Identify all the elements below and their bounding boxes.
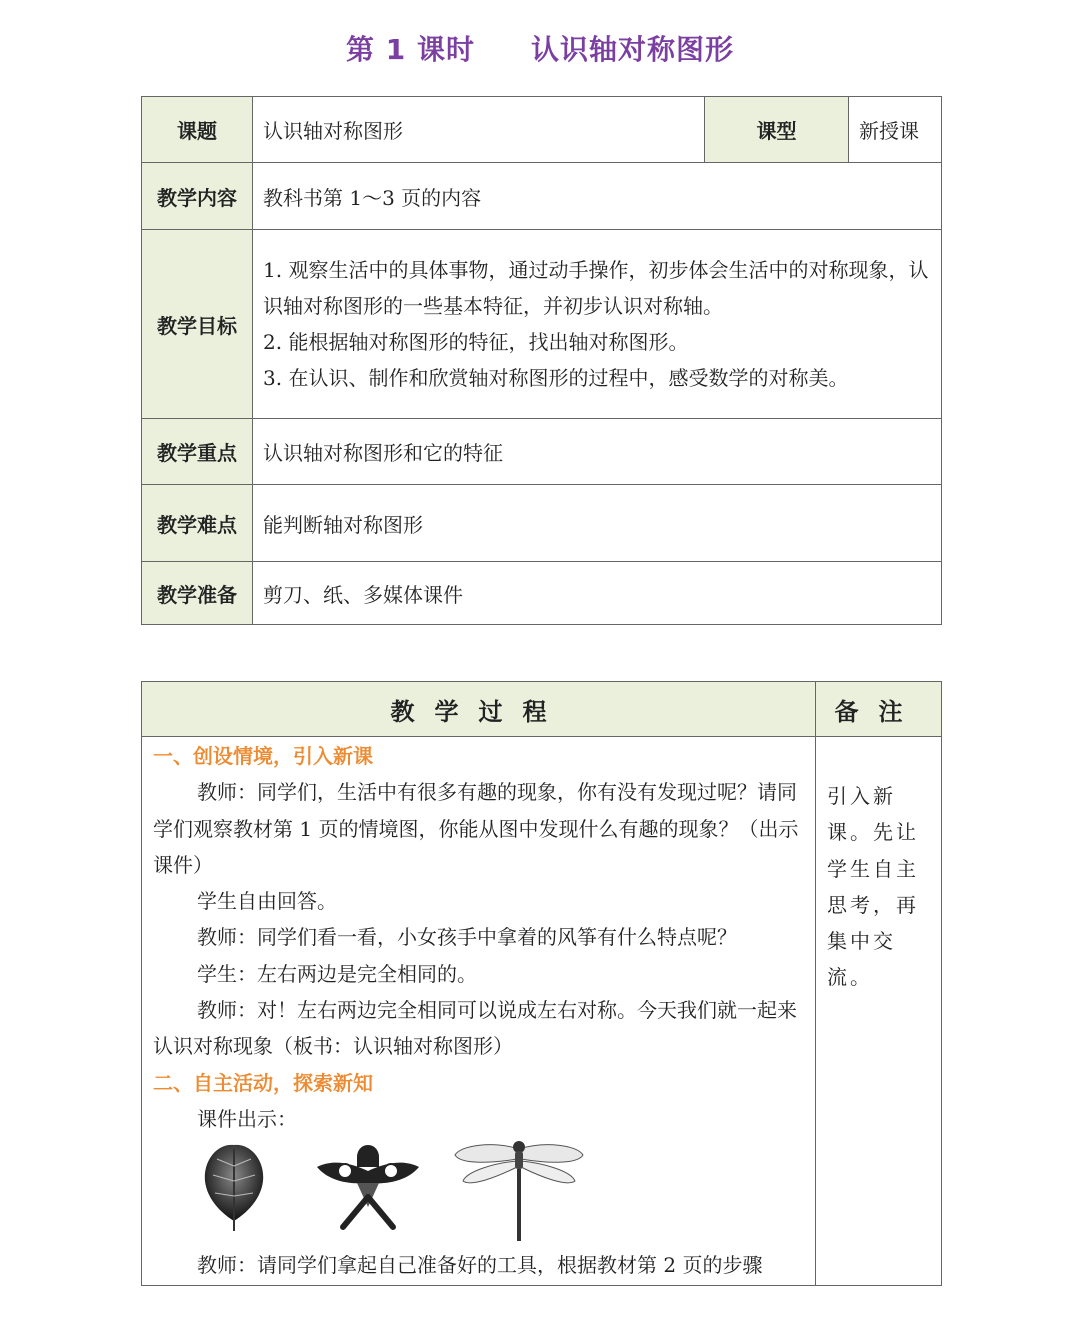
difficulty-value: 能判断轴对称图形 [253, 485, 942, 562]
goals-row [142, 230, 942, 419]
goal-item: 1. 观察生活中的具体事物，通过动手操作，初步体会生活中的对称现象，认识轴对称图形的一些基本特征，并初步认识对称轴。 [263, 258, 929, 318]
topic-row [142, 97, 942, 163]
section-title: 一、创设情境，引入新课 [153, 744, 373, 768]
key-value: 认识轴对称图形和它的特征 [253, 419, 942, 485]
section-title: 二、自主活动，探索新知 [153, 1070, 373, 1095]
paragraph: 教师：请同学们拿起自己准备好的工具，根据教材第 2 页的步骤 [197, 1253, 763, 1278]
type-label: 课型 [705, 97, 849, 163]
goals-label: 教学目标 [142, 230, 253, 419]
goal-item: 2. 能根据轴对称图形的特征，找出轴对称图形。 [263, 330, 689, 354]
key-row [142, 419, 942, 485]
goals-list [253, 230, 942, 419]
teaching-process-table [141, 681, 942, 1286]
notes-header: 备注 [816, 682, 942, 737]
lesson-info-table [141, 96, 942, 625]
difficulty-row [142, 485, 942, 562]
kite-image [313, 1137, 423, 1233]
paragraph: 学生：左右两边是完全相同的。 [197, 961, 477, 986]
prep-label: 教学准备 [142, 562, 253, 625]
lesson-topic: 认识轴对称图形 [530, 33, 734, 66]
process-header: 教学过程 [142, 682, 816, 737]
notes-text: 引入新课。先让学生自主思考，再集中交流。 [827, 784, 919, 990]
leaf-image [201, 1141, 267, 1233]
goal-item: 3. 在认识、制作和欣赏轴对称图形的过程中，感受数学的对称美。 [263, 366, 849, 390]
content-row [142, 163, 942, 230]
paragraph: 教师：对！左右两边完全相同可以说成左右对称。今天我们就一起来认识对称现象（板书：认识轴对称图形） [153, 998, 797, 1059]
topic-label: 课题 [142, 97, 253, 163]
difficulty-label: 教学难点 [142, 485, 253, 562]
paragraph: 课件出示： [197, 1106, 297, 1131]
notes-content [816, 737, 942, 1286]
paragraph: 教师：同学们，生活中有很多有趣的现象，你有没有发现过呢？请同学们观察教材第 1 页的情境图，你能从图中发现什么有趣的现象？（出示课件） [153, 780, 799, 877]
topic-value: 认识轴对称图形 [253, 97, 705, 163]
content-value: 教科书第 1～3 页的内容 [253, 163, 942, 230]
content-label: 教学内容 [142, 163, 253, 230]
dragonfly-image [453, 1137, 585, 1245]
prep-value: 剪刀、纸、多媒体课件 [253, 562, 942, 625]
type-value: 新授课 [849, 97, 942, 163]
prep-row [142, 562, 942, 625]
courseware-images [153, 1137, 804, 1247]
paragraph: 学生自由回答。 [197, 889, 337, 914]
key-label: 教学重点 [142, 419, 253, 485]
paragraph: 教师：同学们看一看，小女孩手中拿着的风筝有什么特点呢？ [197, 925, 737, 950]
page-title [0, 28, 1080, 68]
lesson-number: 第 1 课时 [346, 33, 475, 66]
process-content [142, 737, 816, 1286]
